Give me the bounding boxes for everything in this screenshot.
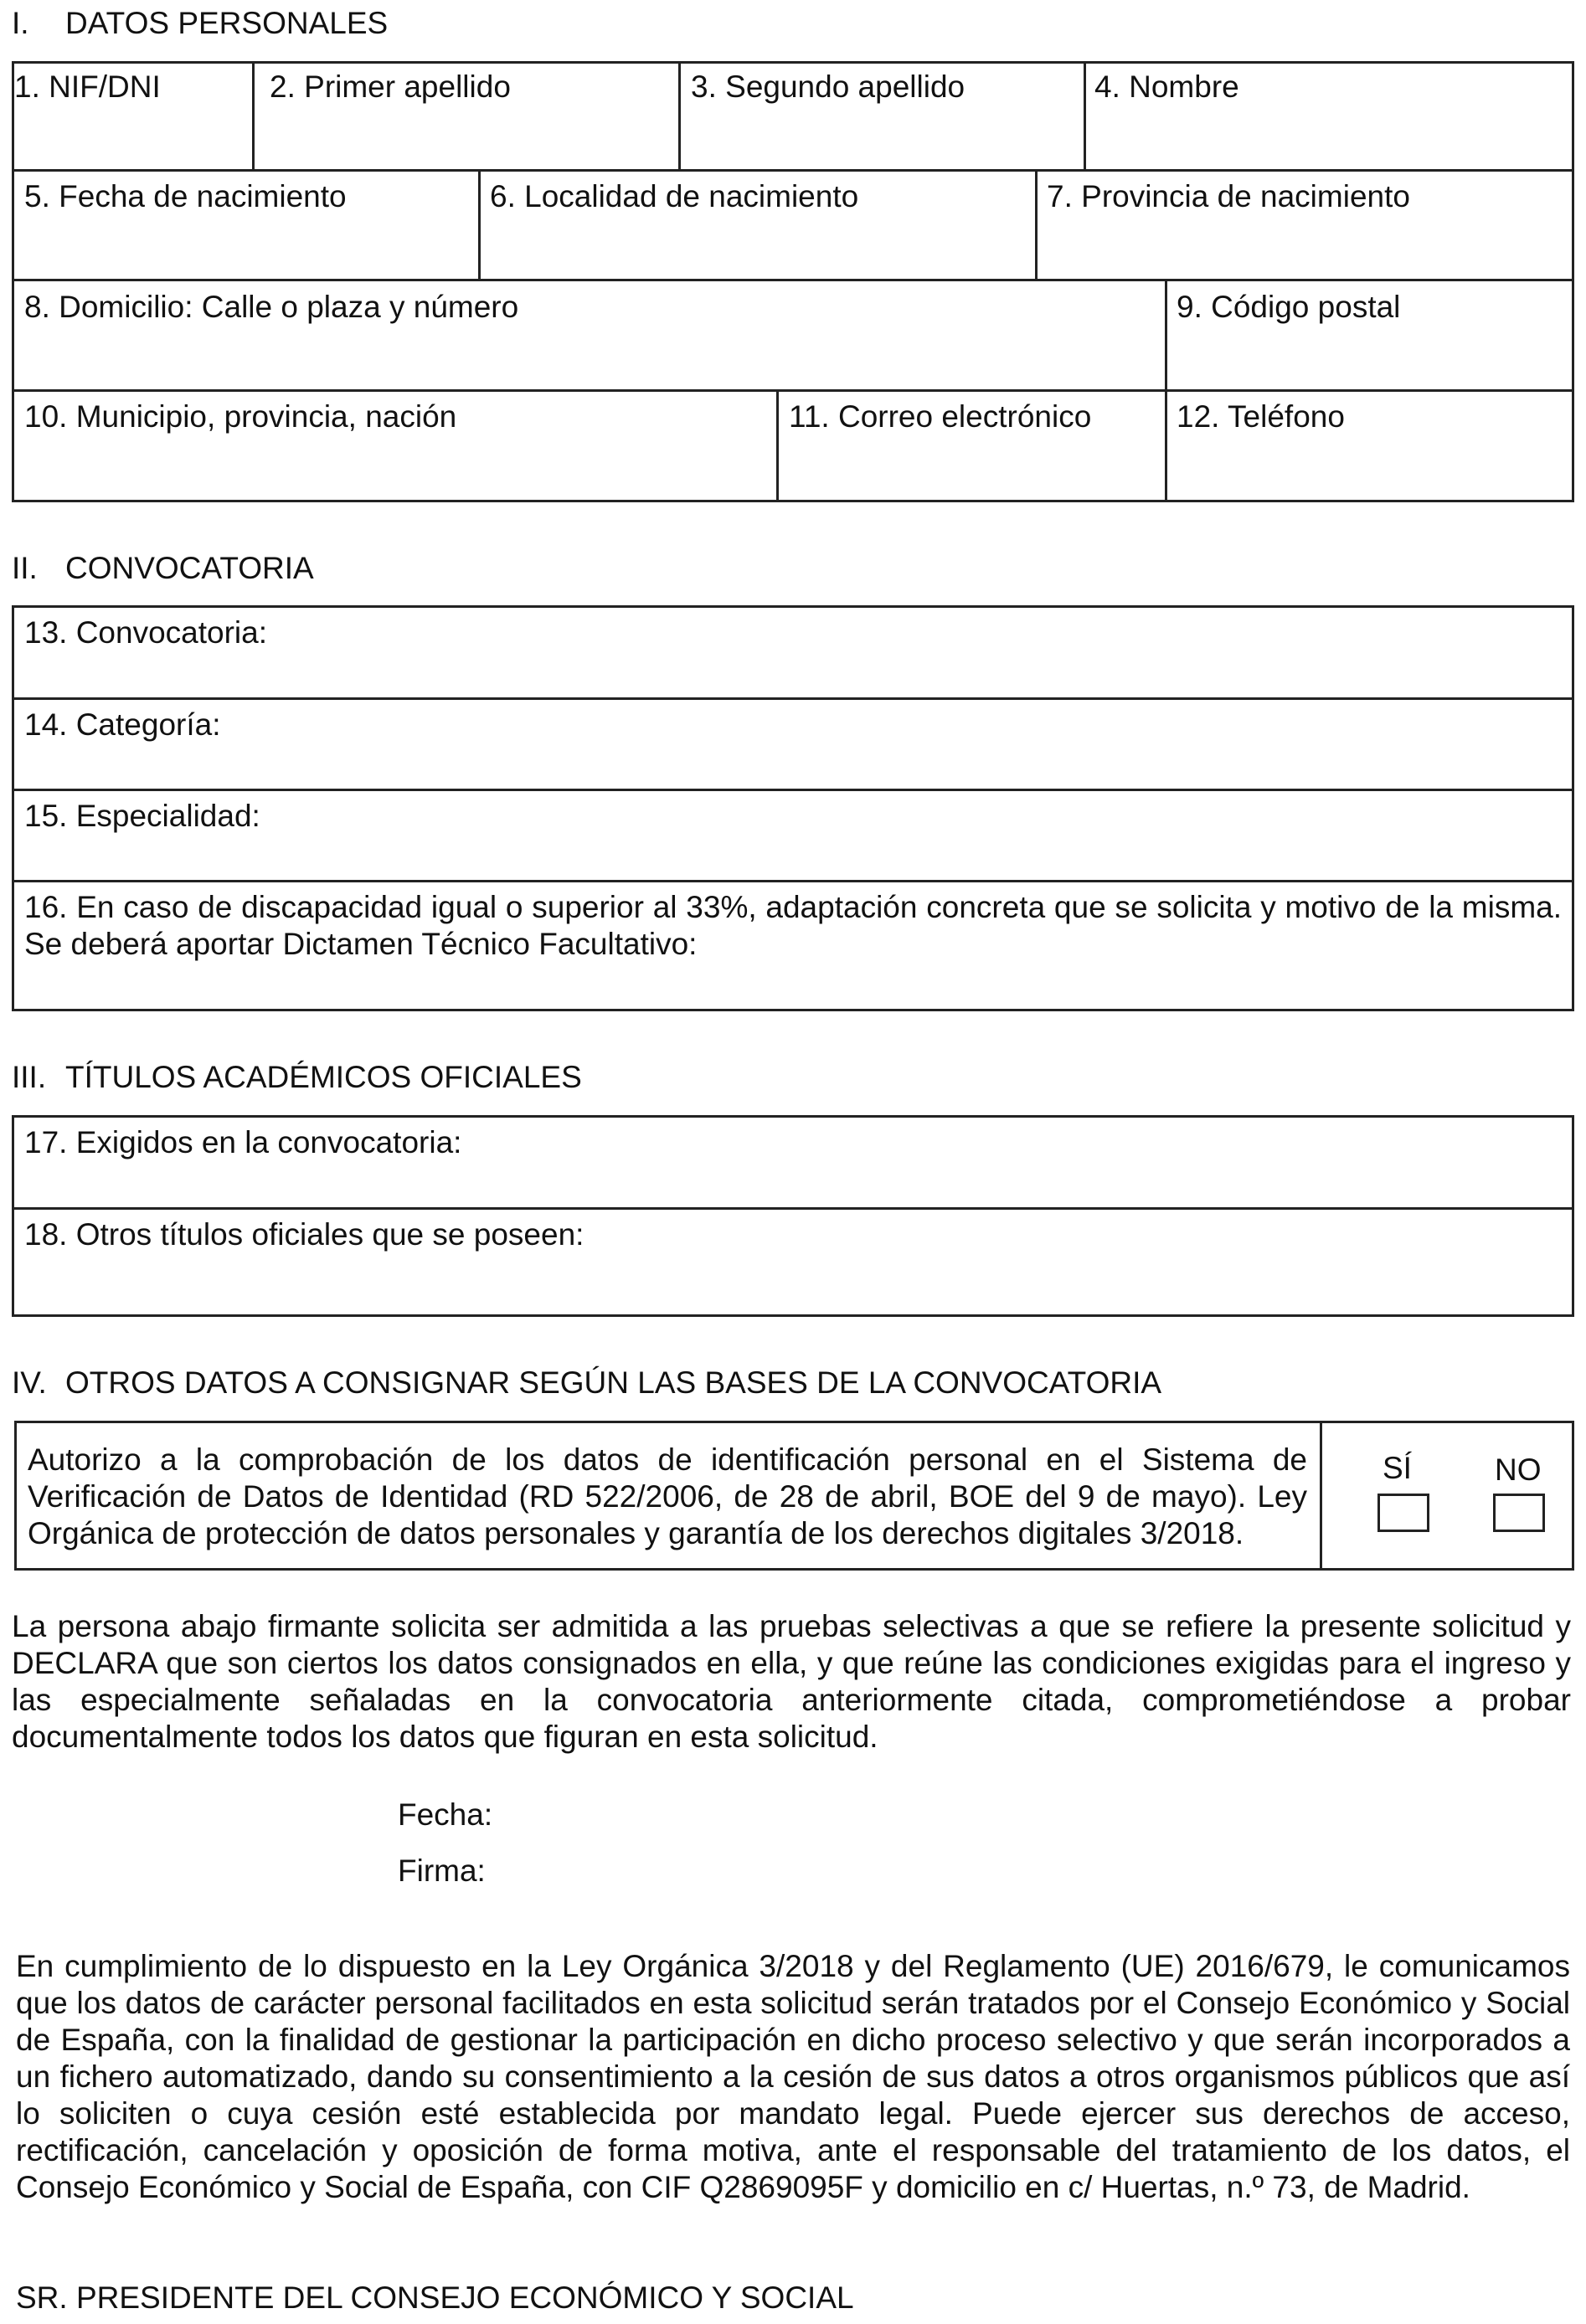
field-label: 12. Teléfono <box>1177 399 1345 434</box>
field-nif-dni[interactable] <box>14 69 161 105</box>
col-divider <box>1035 169 1038 280</box>
col-divider <box>776 389 779 502</box>
field-label: 10. Municipio, provincia, nación <box>24 399 457 434</box>
personal-data-table <box>12 61 1574 502</box>
signature-label: Firma: <box>398 1854 486 1888</box>
field-categoria[interactable] <box>24 707 220 743</box>
field-label: 14. Categoría: <box>24 707 221 742</box>
field-municipio[interactable] <box>24 398 456 435</box>
declaration-text: La persona abajo firmante solicita ser admitida a las pruebas selectivas a que se refiere la presente solicitud y DECLARA que son ciertos los datos consignados en ella, y que reúne las condiciones exigidas para el ingreso y las especialmente señaladas en la convocatoria anteriormente citada, comprometiéndose a probar documentalmente todos los datos que figuran en esta solicitud. <box>12 1609 1571 1754</box>
field-domicilio[interactable] <box>24 289 518 326</box>
section-title-text: TÍTULOS ACADÉMICOS OFICIALES <box>65 1060 582 1094</box>
field-label: 9. Código postal <box>1177 290 1401 324</box>
row-divider <box>12 880 1574 882</box>
field-label: 6. Localidad de nacimiento <box>490 179 859 213</box>
section-title-personal <box>12 5 388 42</box>
row-divider <box>12 789 1574 791</box>
no-label: NO <box>1495 1452 1542 1487</box>
row-divider <box>12 169 1574 172</box>
field-telefono[interactable] <box>1177 398 1345 435</box>
col-divider <box>1320 1421 1322 1571</box>
field-label: 15. Especialidad: <box>24 799 260 833</box>
field-label: 13. Convocatoria: <box>24 615 268 650</box>
col-divider <box>1165 279 1167 391</box>
addressee: SR. PRESIDENTE DEL CONSEJO ECONÓMICO Y SOCIAL <box>16 2280 854 2315</box>
yes-checkbox[interactable] <box>1377 1494 1429 1532</box>
col-divider <box>1165 389 1167 502</box>
field-fecha-nacimiento[interactable] <box>24 178 347 215</box>
section-title-text: CONVOCATORIA <box>65 551 314 585</box>
col-divider <box>1084 61 1086 171</box>
privacy-notice: En cumplimiento de lo dispuesto en la Ley Orgánica 3/2018 y del Reglamento (UE) 2016/679, le comunicamos que los datos de carácter personal facilitados en esta solicitud serán tratados por el Consejo Económico y Social de España, con la finalidad de gestionar la participación en dicho proceso selectivo y que serán incorporados a un fichero automatizado, dando su consentimiento a la cesión de sus datos a otros organismos públicos que así lo soliciten o cuya cesión esté establecida por mandato legal. Puede ejercer sus derechos de acceso, rectificación, cancelación y oposición de forma motiva, ante el responsable del tratamiento de los datos, el Consejo Económico y Social de España, con CIF Q2869095F y domicilio en c/ Huertas, n.º 73, de Madrid. <box>16 1949 1570 2204</box>
field-titulos-exigidos[interactable] <box>24 1124 461 1161</box>
field-label: 11. Correo electrónico <box>789 399 1092 434</box>
authorization-text: Autorizo a la comprobación de los datos de identificación personal en el Sistema de Verificación de Datos de Identidad (RD 522/2006, de 28 de abril, BOE del 9 de mayo). Ley Orgánica de protección de datos personales y garantía de los derechos digitales 3/2018. <box>28 1442 1307 1550</box>
field-provincia-nacimiento[interactable] <box>1047 178 1410 215</box>
field-label: 7. Provincia de nacimiento <box>1047 179 1410 213</box>
section-title-text: OTROS DATOS A CONSIGNAR SEGÚN LAS BASES DE LA CONVOCATORIA <box>65 1365 1162 1400</box>
field-primer-apellido[interactable] <box>270 69 511 105</box>
field-nombre[interactable] <box>1094 69 1239 105</box>
section-number: II. <box>12 551 38 585</box>
section-title-otros <box>12 1365 1161 1401</box>
field-label: 18. Otros títulos oficiales que se poseen: <box>24 1217 584 1252</box>
col-divider <box>478 169 481 280</box>
row-divider <box>12 1207 1574 1210</box>
field-label: 2. Primer apellido <box>270 69 511 104</box>
section-number: IV. <box>12 1365 47 1400</box>
date-label: Fecha: <box>398 1797 493 1832</box>
section-title-text: DATOS PERSONALES <box>65 6 389 40</box>
field-correo-electronico[interactable] <box>789 398 1091 435</box>
field-label: 3. Segundo apellido <box>691 69 966 104</box>
field-label: 17. Exigidos en la convocatoria: <box>24 1125 462 1159</box>
no-checkbox[interactable] <box>1493 1494 1545 1532</box>
section-title-convocatoria <box>12 550 314 587</box>
row-divider <box>12 389 1574 392</box>
col-divider <box>678 61 681 171</box>
field-label: 1. NIF/DNI <box>14 69 161 104</box>
col-divider <box>252 61 255 171</box>
field-label: 5. Fecha de nacimiento <box>24 179 347 213</box>
field-label: 8. Domicilio: Calle o plaza y número <box>24 290 519 324</box>
row-divider <box>12 279 1574 281</box>
field-convocatoria[interactable] <box>24 614 267 651</box>
field-discapacidad[interactable]: 16. En caso de discapacidad igual o superior al 33%, adaptación concreta que se solicita y motivo de la misma. Se deberá aportar Dictamen Técnico Facultativo: <box>24 890 1562 961</box>
field-segundo-apellido[interactable] <box>691 69 965 105</box>
field-codigo-postal[interactable] <box>1177 289 1400 326</box>
field-localidad-nacimiento[interactable] <box>490 178 858 215</box>
section-number: I. <box>12 6 29 40</box>
section-title-titulos <box>12 1059 582 1096</box>
row-divider <box>12 697 1574 700</box>
field-label: 4. Nombre <box>1094 69 1239 104</box>
field-otros-titulos[interactable] <box>24 1216 584 1253</box>
yes-label: SÍ <box>1383 1451 1412 1485</box>
section-number: III. <box>12 1060 47 1094</box>
field-especialidad[interactable] <box>24 798 260 835</box>
